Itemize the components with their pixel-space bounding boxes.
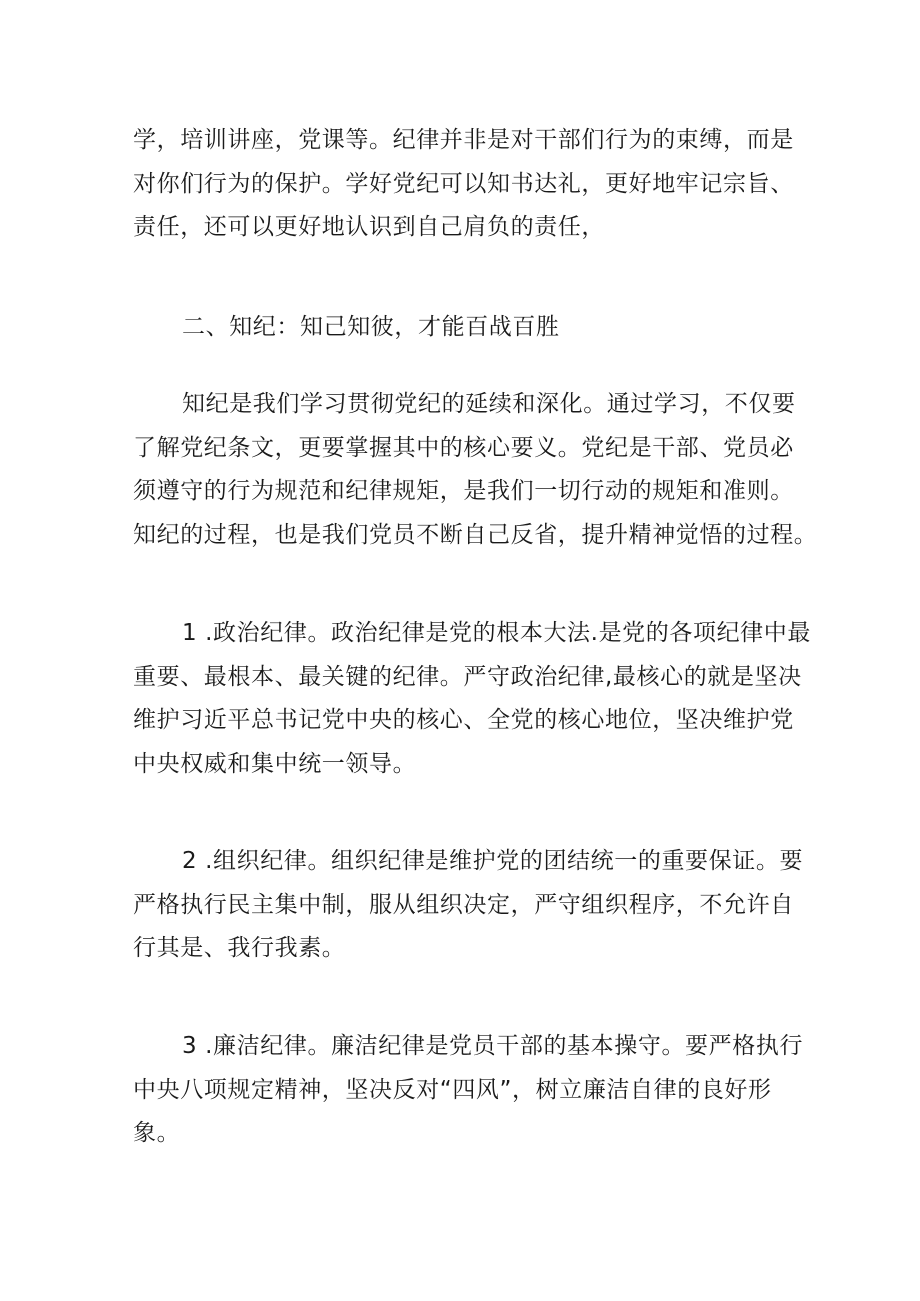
paragraph-line: 了解党纪条文，更要掌握其中的核心要义。党纪是干部、党员必 [133, 434, 794, 461]
paragraph-line: 3 .廉洁纪律。廉洁纪律是党员干部的基本操守。要严格执行 [182, 1033, 804, 1059]
paragraph-line: 责任，还可以更好地认识到自己肩负的责任， [133, 214, 605, 240]
paragraph-line: 2 .组织纪律。组织纪律是维护党的团结统一的重要保证。要 [182, 848, 804, 874]
paragraph-line: 重要、最根本、最关键的纪律。严守政治纪律,最核心的就是坚决 [133, 663, 802, 690]
paragraph-line: 知纪的过程，也是我们党员不断自己反省，提升精神觉悟的过程。 [133, 521, 818, 548]
paragraph-line: 学，培训讲座，党课等。纪律并非是对干部们行为的束缚，而是 [133, 127, 794, 153]
paragraph-line: 维护习近平总书记党中央的核心、全党的核心地位，坚决维护党 [133, 707, 794, 733]
section-heading: 二、知纪：知己知彼，才能百战百胜 [182, 314, 560, 340]
paragraph-political-discipline [133, 612, 811, 786]
paragraph-line: 1 .政治纪律。政治纪律是党的根本大法.是党的各项纪律中最 [182, 620, 811, 646]
paragraph-line: 中央八项规定精神，坚决反对“四风”，树立廉洁自律的良好形 [133, 1076, 772, 1103]
paragraph-line: 行其是、我行我素。 [133, 935, 346, 961]
paragraph-integrity-discipline [133, 1025, 804, 1156]
paragraph-line: 严格执行民主集中制，服从组织决定，严守组织程序，不允许自 [133, 891, 794, 918]
paragraph-line: 对你们行为的保护。学好党纪可以知书达礼，更好地牢记宗旨、 [133, 170, 794, 197]
paragraph-line: 中央权威和集中统一领导。 [133, 750, 417, 777]
paragraph-line: 象。 [133, 1120, 181, 1146]
paragraph-organizational-discipline [133, 840, 804, 971]
paragraph-line: 须遵守的行为规范和纪律规矩，是我们一切行动的规矩和准则。 [133, 478, 794, 504]
paragraph-zhiji [133, 383, 818, 557]
paragraph-intro [133, 119, 795, 250]
paragraph-line: 知纪是我们学习贯彻党纪的延续和深化。通过学习，不仅要 [182, 391, 796, 417]
